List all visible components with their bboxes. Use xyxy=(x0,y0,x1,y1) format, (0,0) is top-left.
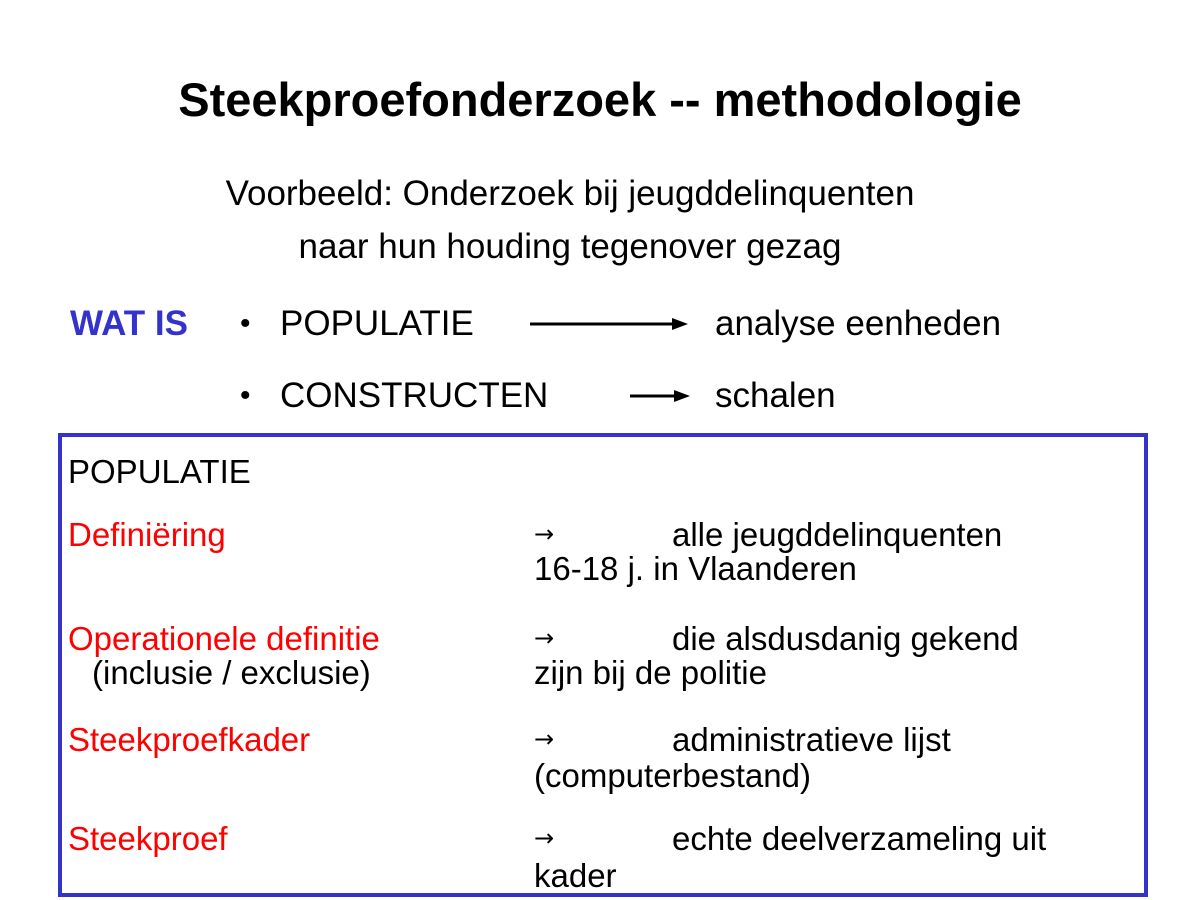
row-label: Steekproef xyxy=(68,820,228,857)
bullet-dot: • xyxy=(240,307,251,340)
row-label: Operationele definitie xyxy=(68,620,380,657)
row-label: Definiëring xyxy=(68,516,226,553)
arrow-icon: → xyxy=(534,725,555,753)
row-text-second: 16-18 j. in Vlaanderen xyxy=(534,550,857,587)
arrow-icon: → xyxy=(534,824,555,852)
arrow-icon: → xyxy=(534,520,555,548)
short-right-arrow-icon xyxy=(630,388,692,404)
slide-subtitle-line-1: Voorbeeld: Onderzoek bij jeugddelinquenten xyxy=(225,174,915,213)
wat-is-label: WAT IS xyxy=(70,304,188,343)
bullet-dot: • xyxy=(240,379,251,412)
slide-subtitle-line-2: naar hun houding tegenover gezag xyxy=(298,227,842,266)
bullet-term: CONSTRUCTEN xyxy=(280,376,549,415)
arrow-icon: → xyxy=(534,624,555,652)
bullet-target: schalen xyxy=(715,376,836,415)
row-sublabel: (inclusie / exclusie) xyxy=(92,654,371,691)
row-label: Steekproefkader xyxy=(68,721,311,758)
row-text-second: zijn bij de politie xyxy=(534,654,767,691)
population-box-heading: POPULATIE xyxy=(68,453,251,490)
row-text-second: kader xyxy=(534,857,617,894)
row-text-first: alle jeugddelinquenten xyxy=(672,516,1003,553)
slide-title: Steekproefonderzoek -- methodologie xyxy=(178,73,1022,126)
row-text-first: die alsdusdanig gekend xyxy=(672,620,1019,657)
long-right-arrow-icon xyxy=(530,316,690,332)
row-text-first: echte deelverzameling uit xyxy=(672,820,1047,857)
row-text-first: administratieve lijst xyxy=(672,721,951,758)
bullet-term: POPULATIE xyxy=(280,304,474,343)
row-text-second: (computerbestand) xyxy=(534,757,811,794)
bullet-target: analyse eenheden xyxy=(715,304,1002,343)
population-box xyxy=(58,433,1148,897)
